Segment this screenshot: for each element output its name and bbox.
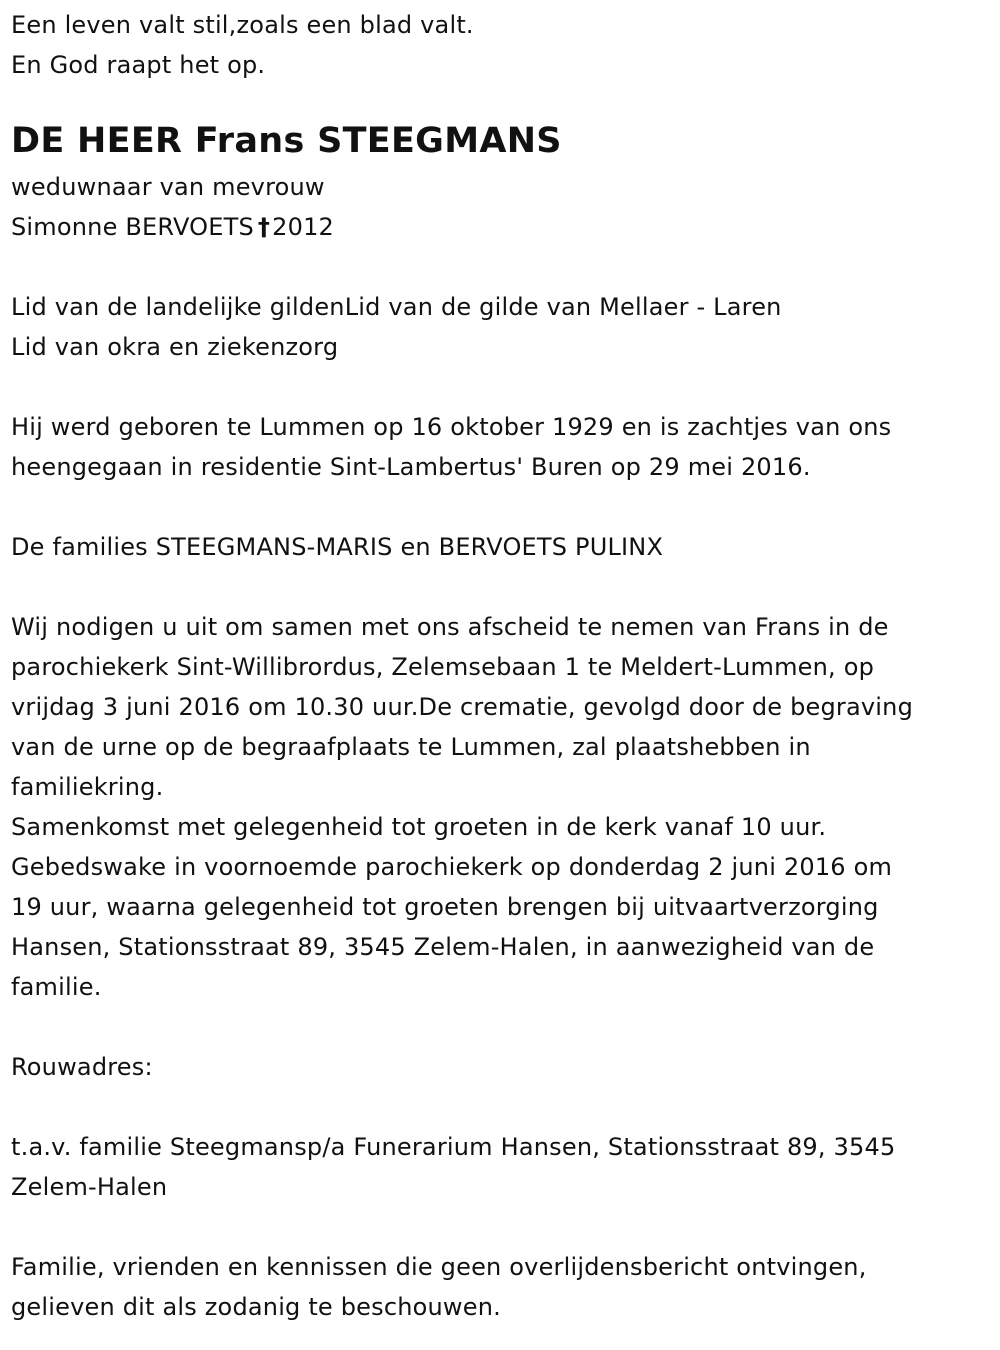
spacer (11, 367, 991, 407)
spouse-block (11, 167, 991, 247)
closing-line-1: Familie, vrienden en kennissen die geen overlijdensbericht ontvingen, (11, 1253, 867, 1281)
cross-icon: † (257, 213, 271, 241)
spacer (11, 85, 991, 115)
poem (11, 5, 991, 85)
spacer (11, 1007, 991, 1047)
closing-line-2: gelieven dit als zodanig te beschouwen. (11, 1293, 501, 1321)
invitation-line-10: familie. (11, 973, 102, 1001)
poem-line-1: Een leven valt stil,zoals een blad valt. (11, 11, 474, 39)
spouse-death-year: 2012 (272, 213, 335, 241)
address-label: Rouwadres: (11, 1053, 153, 1081)
invitation-line-8: 19 uur, waarna gelegenheid tot groeten brengen bij uitvaartverzorging (11, 893, 879, 921)
relation-text: weduwnaar van mevrouw (11, 173, 325, 201)
spacer (11, 487, 991, 527)
families-line: De families STEEGMANS-MARIS en BERVOETS PULINX (11, 533, 664, 561)
invitation-line-3: vrijdag 3 juni 2016 om 10.30 uur.De crematie, gevolgd door de begraving (11, 693, 914, 721)
birth-death-line-2: heengegaan in residentie Sint-Lambertus' Buren op 29 mei 2016. (11, 453, 811, 481)
invitation-line-6: Samenkomst met gelegenheid tot groeten in de kerk vanaf 10 uur. (11, 813, 827, 841)
spacer (11, 247, 991, 287)
invitation-line-9: Hansen, Stationsstraat 89, 3545 Zelem-Halen, in aanwezigheid van de (11, 933, 875, 961)
birth-death-line-1: Hij werd geboren te Lummen op 16 oktober 1929 en is zachtjes van ons (11, 413, 892, 441)
address-block (11, 1127, 991, 1207)
address-line-2: Zelem-Halen (11, 1173, 168, 1201)
spacer (11, 567, 991, 607)
spacer (11, 1087, 991, 1127)
obituary-notice (11, 5, 991, 1327)
invitation-line-1: Wij nodigen u uit om samen met ons afscheid te nemen van Frans in de (11, 613, 889, 641)
invitation-line-2: parochiekerk Sint-Willibrordus, Zelemsebaan 1 te Meldert-Lummen, op (11, 653, 875, 681)
invitation-paragraph (11, 607, 991, 1007)
birth-death-paragraph (11, 407, 991, 487)
spouse-line (11, 207, 991, 247)
poem-line-2: En God raapt het op. (11, 51, 266, 79)
invitation-line-7: Gebedswake in voornoemde parochiekerk op donderdag 2 juni 2016 om (11, 853, 893, 881)
membership-line-1: Lid van de landelijke gildenLid van de gilde van Mellaer - Laren (11, 293, 782, 321)
address-line-1: t.a.v. familie Steegmansp/a Funerarium Hansen, Stationsstraat 89, 3545 (11, 1133, 896, 1161)
deceased-name: DE HEER Frans STEEGMANS (11, 121, 562, 161)
invitation-line-5: familiekring. (11, 773, 164, 801)
invitation-line-4: van de urne op de begraafplaats te Lummen, zal plaatshebben in (11, 733, 811, 761)
spacer (11, 1207, 991, 1247)
membership-line-2: Lid van okra en ziekenzorg (11, 333, 339, 361)
closing-paragraph (11, 1247, 991, 1327)
memberships (11, 287, 991, 367)
spouse-name: Simonne BERVOETS (11, 213, 254, 241)
